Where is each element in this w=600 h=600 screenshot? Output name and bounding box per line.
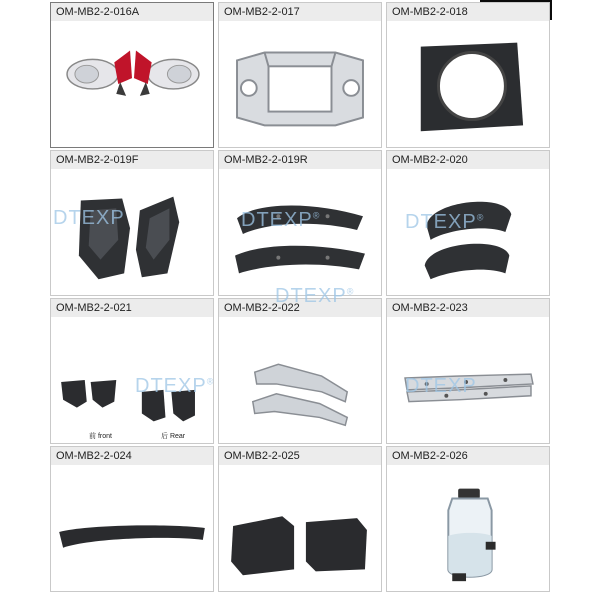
product-code: OM-MB2-2-023 [387, 299, 549, 317]
coolant-reservoir-icon [387, 467, 549, 591]
watermark-text: DTEXP [405, 211, 477, 233]
product-code: OM-MB2-2-018 [387, 3, 549, 21]
product-code: OM-MB2-2-022 [219, 299, 381, 317]
fan-shroud-icon [387, 23, 549, 147]
watermark-text: DTEXP [135, 375, 207, 397]
wheel-arch-liner-icon [387, 171, 549, 295]
product-code: OM-MB2-2-020 [387, 151, 549, 169]
watermark-text: DTEXP [53, 207, 125, 229]
bumper-corner-icon [219, 467, 381, 591]
radiator-support-icon [219, 23, 381, 147]
product-card-017[interactable] [218, 2, 382, 148]
product-card-019r[interactable] [218, 150, 382, 296]
product-code: OM-MB2-2-019R [219, 151, 381, 169]
caption-front: 前 front [89, 433, 112, 440]
product-card-022[interactable] [218, 285, 382, 444]
product-card-026[interactable] [386, 446, 550, 592]
reinforcement-bar-icon [387, 319, 549, 443]
product-code: OM-MB2-2-024 [51, 447, 213, 465]
product-code: OM-MB2-2-021 [51, 299, 213, 317]
product-code: OM-MB2-2-017 [219, 3, 381, 21]
watermark-text: DTEXP [405, 375, 477, 397]
product-code: OM-MB2-2-026 [387, 447, 549, 465]
product-card-016a[interactable] [50, 2, 214, 148]
mud-flaps-icon [51, 319, 213, 443]
watermark-mark: ® [312, 210, 321, 221]
rear-fender-liner-icon [219, 171, 381, 295]
product-card-018[interactable] [386, 2, 550, 148]
product-code: OM-MB2-2-025 [219, 447, 381, 465]
product-grid [50, 2, 550, 594]
product-card-024[interactable] [50, 446, 214, 592]
product-code: OM-MB2-2-019F [51, 151, 213, 169]
headlamp-pair-icon [51, 23, 213, 147]
product-code: OM-MB2-2-016A [51, 3, 213, 21]
product-card-025[interactable] [218, 446, 382, 592]
watermark-text: DTEXP [241, 209, 313, 231]
front-fender-liner-icon [51, 171, 213, 295]
product-card-021[interactable] [50, 298, 214, 444]
product-card-019f[interactable] [50, 150, 214, 296]
spoiler-icon [51, 467, 213, 591]
bracket-pair-icon [219, 319, 381, 443]
product-card-020[interactable] [386, 150, 550, 296]
caption-rear: 后 Rear [161, 433, 186, 440]
product-card-023[interactable] [386, 298, 550, 444]
watermark-text: DTEXP [275, 285, 347, 307]
watermark-mark: ® [476, 212, 485, 223]
watermark-mark: ® [206, 376, 215, 387]
watermark-mark: ® [346, 286, 355, 297]
